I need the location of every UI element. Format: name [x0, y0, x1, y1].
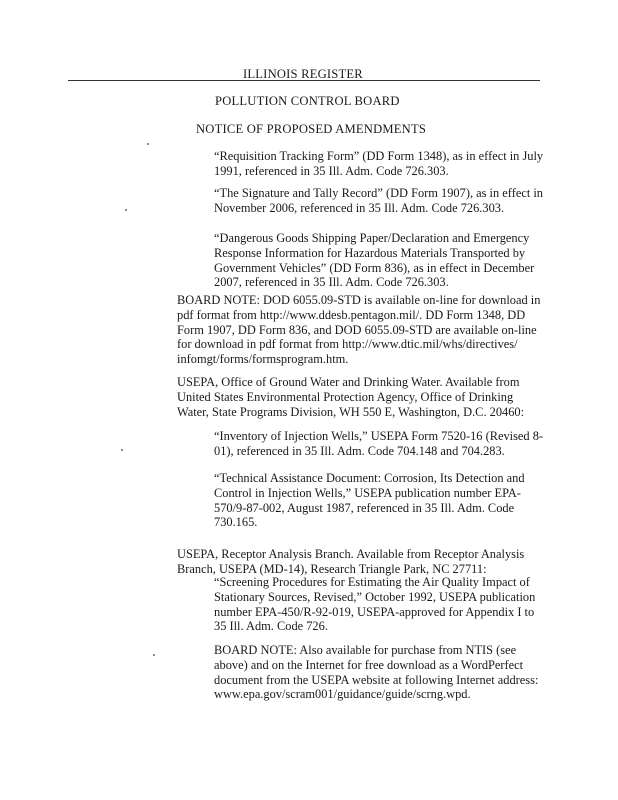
- text-line: infomgt/forms/formsprogram.htm.: [177, 352, 349, 367]
- text-line: Stationary Sources, Revised,” October 1992, USEPA publication: [214, 589, 536, 604]
- text-line: United States Environmental Protection Agency, Office of Drinking: [177, 389, 514, 404]
- text-line: 730.165.: [214, 515, 258, 530]
- text-line: 01), referenced in 35 Ill. Adm. Code 704.148 and 704.283.: [214, 443, 505, 458]
- scan-speck: [147, 143, 149, 145]
- text-line: 35 Ill. Adm. Code 726.: [214, 619, 328, 634]
- text-line: USEPA, Receptor Analysis Branch. Available from Receptor Analysis: [177, 547, 525, 561]
- text-line: Response Information for Hazardous Materials Transported by: [214, 245, 526, 260]
- text-line: above) and on the Internet for free download as a WordPerfect: [214, 657, 524, 672]
- scan-speck: [125, 209, 127, 211]
- text-line: “Requisition Tracking Form” (DD Form 1348), as in effect in July: [214, 149, 544, 163]
- text-line: BOARD NOTE: DOD 6055.09-STD is available on-line for download in: [177, 293, 541, 307]
- text-line: USEPA, Office of Ground Water and Drinking Water. Available from: [177, 375, 520, 389]
- paragraph-screening-procedures: [214, 575, 544, 634]
- text-line: Form 1907, DD Form 836, and DOD 6055.09-STD are available on-line: [177, 322, 537, 337]
- text-line: 1991, referenced in 35 Ill. Adm. Code 726.303.: [214, 163, 449, 178]
- board-note-dod: [177, 293, 547, 367]
- text-line: 2007, referenced in 35 Ill. Adm. Code 726.303.: [214, 275, 449, 290]
- scan-speck: [121, 449, 123, 451]
- text-line: “Screening Procedures for Estimating the Air Quality Impact of: [214, 575, 530, 589]
- notice-heading: NOTICE OF PROPOSED AMENDMENTS: [196, 122, 427, 136]
- text-line: “Inventory of Injection Wells,” USEPA Form 7520-16 (Revised 8-: [214, 429, 544, 443]
- text-line: “Technical Assistance Document: Corrosion, Its Detection and: [214, 471, 525, 485]
- text-line: for download in pdf format from http://www.dtic.mil/whs/directives/: [177, 337, 518, 352]
- text-line: document from the USEPA website at following Internet address:: [214, 672, 539, 687]
- scan-speck: [153, 654, 155, 656]
- text-line: November 2006, referenced in 35 Ill. Adm. Code 726.303.: [214, 200, 505, 215]
- paragraph-dd-form-1907: [214, 186, 544, 216]
- paragraph-technical-assistance: [214, 471, 544, 530]
- paragraph-receptor-analysis: [177, 547, 547, 577]
- text-line: Branch, USEPA (MD-14), Research Triangle Park, NC 27711:: [177, 561, 487, 576]
- board-name: POLLUTION CONTROL BOARD: [215, 94, 400, 108]
- paragraph-usepa-ground-water: [177, 375, 547, 419]
- text-line: www.epa.gov/scram001/guidance/guide/scrng.wpd.: [214, 687, 471, 702]
- text-line: Water, State Programs Division, WH 550 E, Washington, D.C. 20460:: [177, 404, 525, 419]
- text-line: Control in Injection Wells,” USEPA publication number EPA-: [214, 485, 521, 500]
- text-line: pdf format from http://www.ddesb.pentagon.mil/. DD Form 1348, DD: [177, 307, 526, 322]
- register-title: ILLINOIS REGISTER: [243, 67, 363, 81]
- paragraph-dd-form-1348: [214, 149, 544, 179]
- text-line: “Dangerous Goods Shipping Paper/Declaration and Emergency: [214, 231, 530, 245]
- paragraph-inventory-injection-wells: [214, 429, 544, 459]
- text-line: “The Signature and Tally Record” (DD Form 1907), as in effect in: [214, 186, 543, 200]
- text-line: number EPA-450/R-92-019, USEPA-approved for Appendix I to: [214, 604, 535, 619]
- text-line: BOARD NOTE: Also available for purchase from NTIS (see: [214, 643, 517, 657]
- text-line: 570/9-87-002, August 1987, referenced in 35 Ill. Adm. Code: [214, 500, 515, 515]
- text-line: Government Vehicles” (DD Form 836), as in effect in December: [214, 260, 535, 275]
- board-note-ntis: [214, 643, 544, 702]
- paragraph-dd-form-836: [214, 231, 544, 290]
